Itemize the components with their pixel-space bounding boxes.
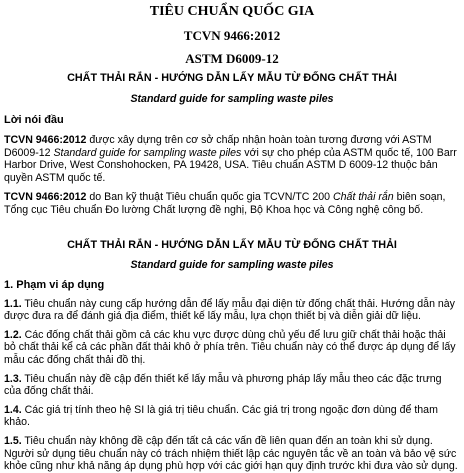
standard-number-astm: ASTM D6009-12 — [185, 51, 279, 66]
clause-1-5 — [4, 435, 460, 473]
section-heading: 1. Phạm vi áp dụng — [4, 278, 105, 291]
document-title: CHẤT THẢI RẮN - HƯỚNG DẪN LẤY MẪU TỪ ĐỐNG CHẤT THẢI — [67, 72, 397, 84]
foreword-italic-term: Chất thải rắn — [333, 191, 394, 204]
standard-title: TIÊU CHUẨN QUỐC GIA — [149, 4, 315, 19]
clause-text: Tiêu chuẩn này đề cập đến thiết kế lấy mẫu và phương pháp lấy mẫu theo các đặc trưng của đống chất thải. — [4, 372, 442, 398]
clause-number: 1.3. — [4, 372, 22, 385]
clause-text: Các giá trị tính theo hệ SI là giá trị tiêu chuẩn. Các giá trị trong ngoặc đơn dùng để tham khảo. — [4, 403, 438, 429]
clause-1-4 — [4, 404, 460, 429]
foreword-text: được xây dựng trên cơ sở chấp nhận hoàn toàn tương đương với ASTM D6009-12 — [4, 134, 432, 159]
clause-number: 1.1. — [4, 297, 22, 310]
standard-reference: TCVN 9466:2012 — [4, 191, 87, 204]
clause-number: 1.4. — [4, 403, 22, 416]
foreword-italic-title: Standard guide for sampling waste piles — [53, 146, 242, 159]
clause-1-2 — [4, 329, 460, 367]
body-subtitle: Standard guide for sampling waste piles — [130, 258, 334, 271]
foreword-text: do Ban kỹ thuật Tiêu chuẩn quốc gia TCVN/TC 200 — [86, 191, 334, 204]
standard-number-vn: TCVN 9466:2012 — [183, 28, 281, 43]
clause-text: Tiêu chuẩn này cung cấp hướng dẫn để lấy mẫu đại diện từ đống chất thải. Hướng dẫn này được đưa ra để đánh giá địa điểm, thiết kế lấy mẫu, lựa chọn thiết bị và diễn giải dữ liệu. — [4, 297, 455, 323]
foreword-heading: Lời nói đầu — [4, 114, 64, 126]
foreword-paragraph-2 — [4, 191, 460, 216]
document-subtitle: Standard guide for sampling waste piles — [130, 93, 334, 105]
foreword-paragraph-1 — [4, 134, 460, 184]
clause-1-1 — [4, 298, 460, 323]
clause-1-3 — [4, 373, 460, 398]
body-title: CHẤT THẢI RẮN - HƯỚNG DẪN LẤY MẪU TỪ ĐỐNG CHẤT THẢI — [67, 238, 397, 251]
clause-number: 1.5. — [4, 434, 22, 447]
clause-text: Các đống chất thải gồm cả các khu vực được dùng chủ yếu để lưu giữ chất thải hoặc thải bỏ chất thải kể cả các phần đất thải khô ở phía trên. Tiêu chuẩn này có thể được áp dụng để lấy mẫu các đống chất thải đồ thị. — [4, 328, 456, 366]
foreword-text: biên soạn, Tổng cục Tiêu chuẩn Đo lường Chất lượng đề nghị, Bộ Khoa học và Công nghệ công bố. — [4, 191, 446, 216]
foreword-text: với sự cho phép của ASTM quốc tế, 100 Barr Harbor Drive, West Conshohocken, PA 19428, USA. Tiêu chuẩn ASTM D 6009-12 thuộc bản quyền ASTM quốc tế. — [4, 146, 457, 184]
clause-number: 1.2. — [4, 328, 22, 341]
standard-reference: TCVN 9466:2012 — [4, 134, 87, 146]
clause-text: Tiêu chuẩn này không đề cập đến tất cả các vấn đề liên quan đến an toàn khi sử dụng. Người sử dụng tiêu chuẩn này có trách nhiệm thiết lập các nguyên tắc về an toàn và bảo vệ sức khỏe cũng như khả năng áp dụng phù hợp với các giới hạn quy định trước khi đưa vào sử dụng. — [4, 434, 458, 473]
